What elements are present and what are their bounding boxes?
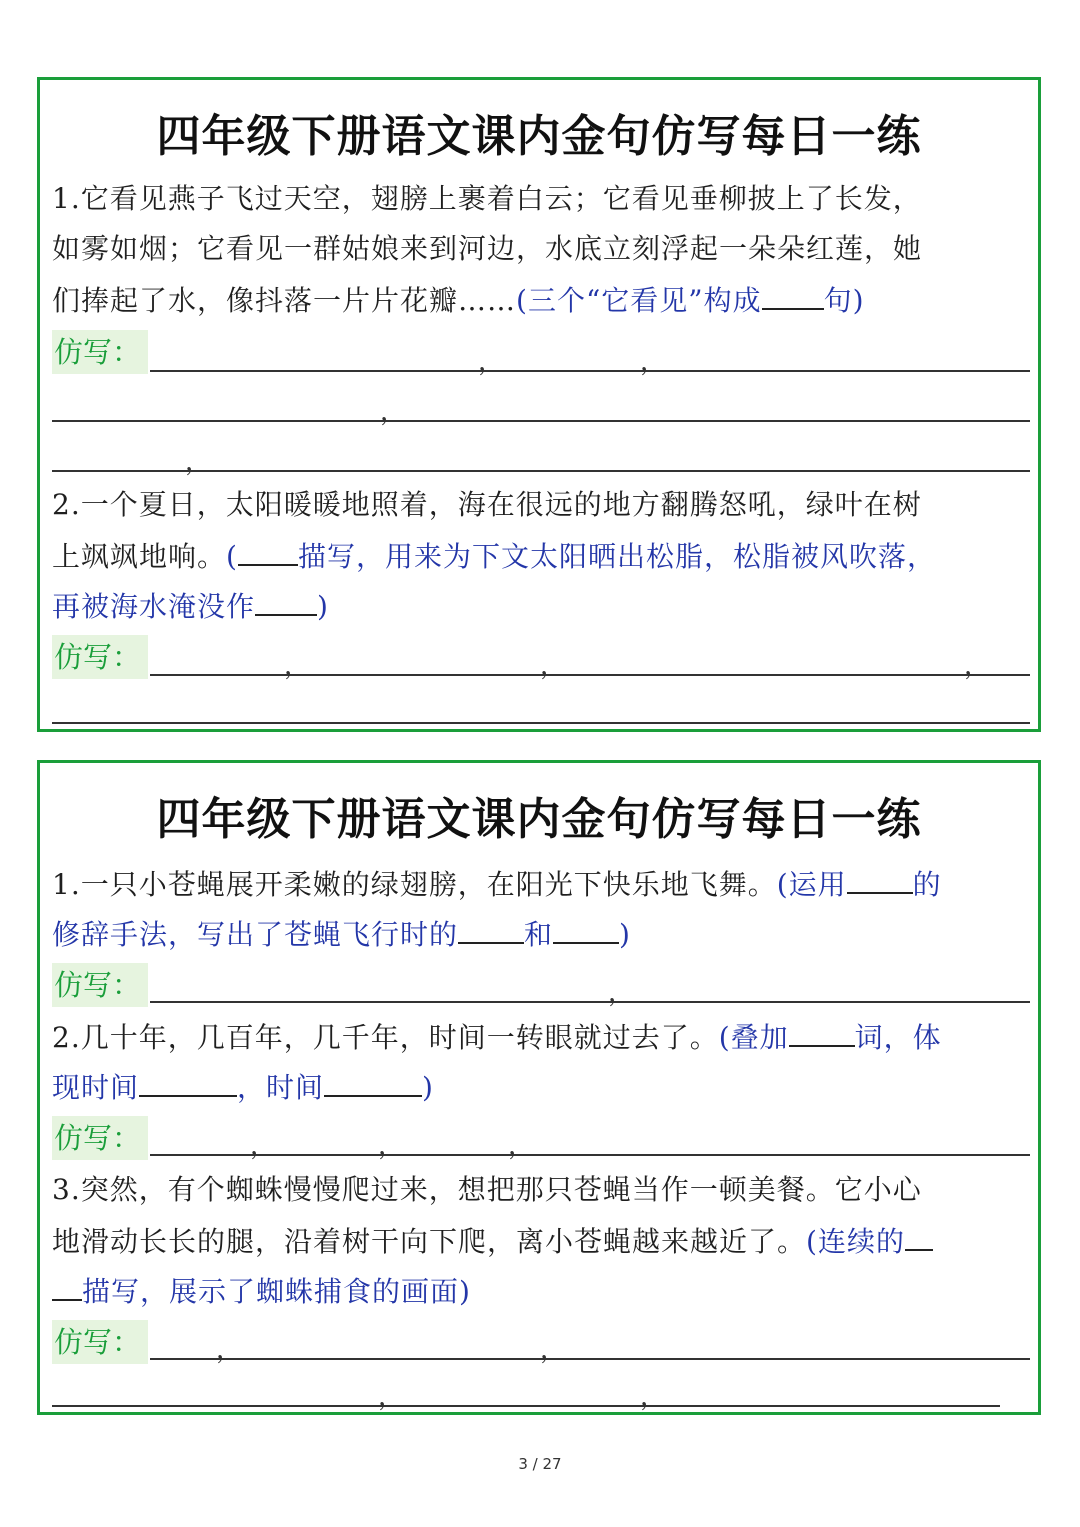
question-3-text: 地滑动长长的腿，沿着树干向下爬，离小苍蝇越来越近了。 [52, 1225, 807, 1258]
question-2-hint-time: ，时间 [237, 1071, 325, 1104]
worksheet-title: 四年级下册语文课内金句仿写每日一练 [156, 794, 922, 845]
question-1-text: 1.一只小苍蝇展开柔嫩的绿翅膀，在阳光下快乐地飞舞。 [52, 868, 777, 901]
comma-mark: ， [540, 1335, 567, 1365]
writing-line[interactable] [52, 1405, 1000, 1407]
answer-blank[interactable] [458, 916, 524, 944]
answer-blank[interactable] [139, 1069, 237, 1097]
question-3-hint: (连续的 [806, 1225, 905, 1258]
answer-blank[interactable] [847, 866, 913, 894]
question-2-line-1 [52, 1019, 942, 1055]
question-1-line-1 [52, 866, 942, 902]
comma-mark: ， [478, 347, 505, 377]
answer-blank[interactable] [553, 916, 619, 944]
worksheet-card-1 [37, 77, 1041, 732]
question-3-line-1: 3.突然，有个蜘蛛慢慢爬过来，想把那只苍蝇当作一顿美餐。它小心 [52, 1173, 922, 1206]
practice-label: 仿写： [52, 1116, 148, 1160]
practice-label: 仿写： [52, 1320, 148, 1364]
comma-mark: ， [964, 651, 991, 681]
comma-mark: ， [185, 447, 212, 477]
question-2-line-2 [52, 538, 936, 574]
writing-line[interactable] [150, 370, 1030, 372]
practice-label: 仿写： [52, 330, 148, 374]
comma-mark: ， [378, 1382, 405, 1412]
question-3-hint-cont: 描写，展示了蜘蛛捕食的画面) [82, 1275, 471, 1308]
question-2-line-3 [52, 588, 329, 624]
comma-mark: ， [380, 397, 407, 427]
question-2-text: 上飒飒地响。 [52, 540, 227, 573]
comma-mark: ， [608, 978, 635, 1008]
writing-line[interactable] [150, 1358, 1030, 1360]
answer-blank[interactable] [762, 282, 824, 310]
question-1-hint-and: 和 [524, 918, 554, 951]
question-1-hint-line2: 修辞手法，写出了苍蝇飞行时的 [52, 918, 459, 951]
answer-blank[interactable] [238, 538, 298, 566]
answer-blank[interactable] [255, 588, 317, 616]
writing-line[interactable] [52, 722, 1030, 724]
question-2-hint-close: ) [422, 1071, 434, 1104]
question-2-hint: 描写，用来为下文太阳晒出松脂，松脂被风吹落， [297, 540, 936, 573]
comma-mark: ， [284, 651, 311, 681]
writing-line[interactable] [150, 674, 1030, 676]
question-2-line-2 [52, 1069, 434, 1105]
comma-mark: ， [508, 1131, 535, 1161]
practice-label: 仿写： [52, 963, 148, 1007]
answer-blank[interactable] [52, 1273, 82, 1301]
question-3-line-3 [52, 1273, 471, 1309]
question-2-hint-close: ) [317, 590, 329, 623]
comma-mark: ， [640, 347, 667, 377]
question-2-hint-line2: 现时间 [52, 1071, 140, 1104]
worksheet-title: 四年级下册语文课内金句仿写每日一练 [156, 111, 922, 162]
practice-label: 仿写： [52, 635, 148, 679]
comma-mark: ， [250, 1131, 277, 1161]
question-2-text: 2.几十年，几百年，几千年，时间一转眼就过去了。 [52, 1021, 719, 1054]
page-indicator: 3 / 27 [518, 1455, 562, 1473]
question-1-text: 们捧起了水，像抖落一片片花瓣…… [52, 284, 517, 317]
question-2-hint-cont: 再被海水淹没作 [52, 590, 256, 623]
comma-mark: ， [378, 1131, 405, 1161]
question-1-line-3 [52, 282, 865, 318]
writing-line[interactable] [52, 420, 1030, 422]
comma-mark: ， [540, 651, 567, 681]
question-2-line-1: 2.一个夏日，太阳暖暖地照着，海在很远的地方翻腾怒吼，绿叶在树 [52, 488, 922, 521]
question-1-line-1: 1.它看见燕子飞过天空，翅膀上裹着白云；它看见垂柳披上了长发， [52, 182, 922, 215]
writing-line[interactable] [150, 1154, 1030, 1156]
comma-mark: ， [640, 1382, 667, 1412]
question-1-hint-close: ) [619, 918, 631, 951]
answer-blank[interactable] [324, 1069, 422, 1097]
answer-blank[interactable] [789, 1019, 855, 1047]
question-1-line-2: 如雾如烟；它看见一群姑娘来到河边，水底立刻浮起一朵朵红莲，她 [52, 232, 923, 265]
question-1-hint: (三个“它看见”构成 [516, 284, 762, 317]
question-1-hint-cont: 的 [912, 868, 942, 901]
worksheet-card-2 [37, 760, 1041, 1415]
question-1-hint: (运用 [776, 868, 847, 901]
question-3-line-2 [52, 1223, 933, 1259]
question-1-line-2 [52, 916, 631, 952]
comma-mark: ， [216, 1335, 243, 1365]
writing-line[interactable] [150, 1001, 1030, 1003]
question-2-hint-open: ( [226, 540, 238, 573]
question-2-hint: (叠加 [718, 1021, 789, 1054]
question-1-hint-end: 句) [823, 284, 865, 317]
answer-blank[interactable] [905, 1223, 933, 1251]
question-2-hint-cont: 词，体 [854, 1021, 942, 1054]
